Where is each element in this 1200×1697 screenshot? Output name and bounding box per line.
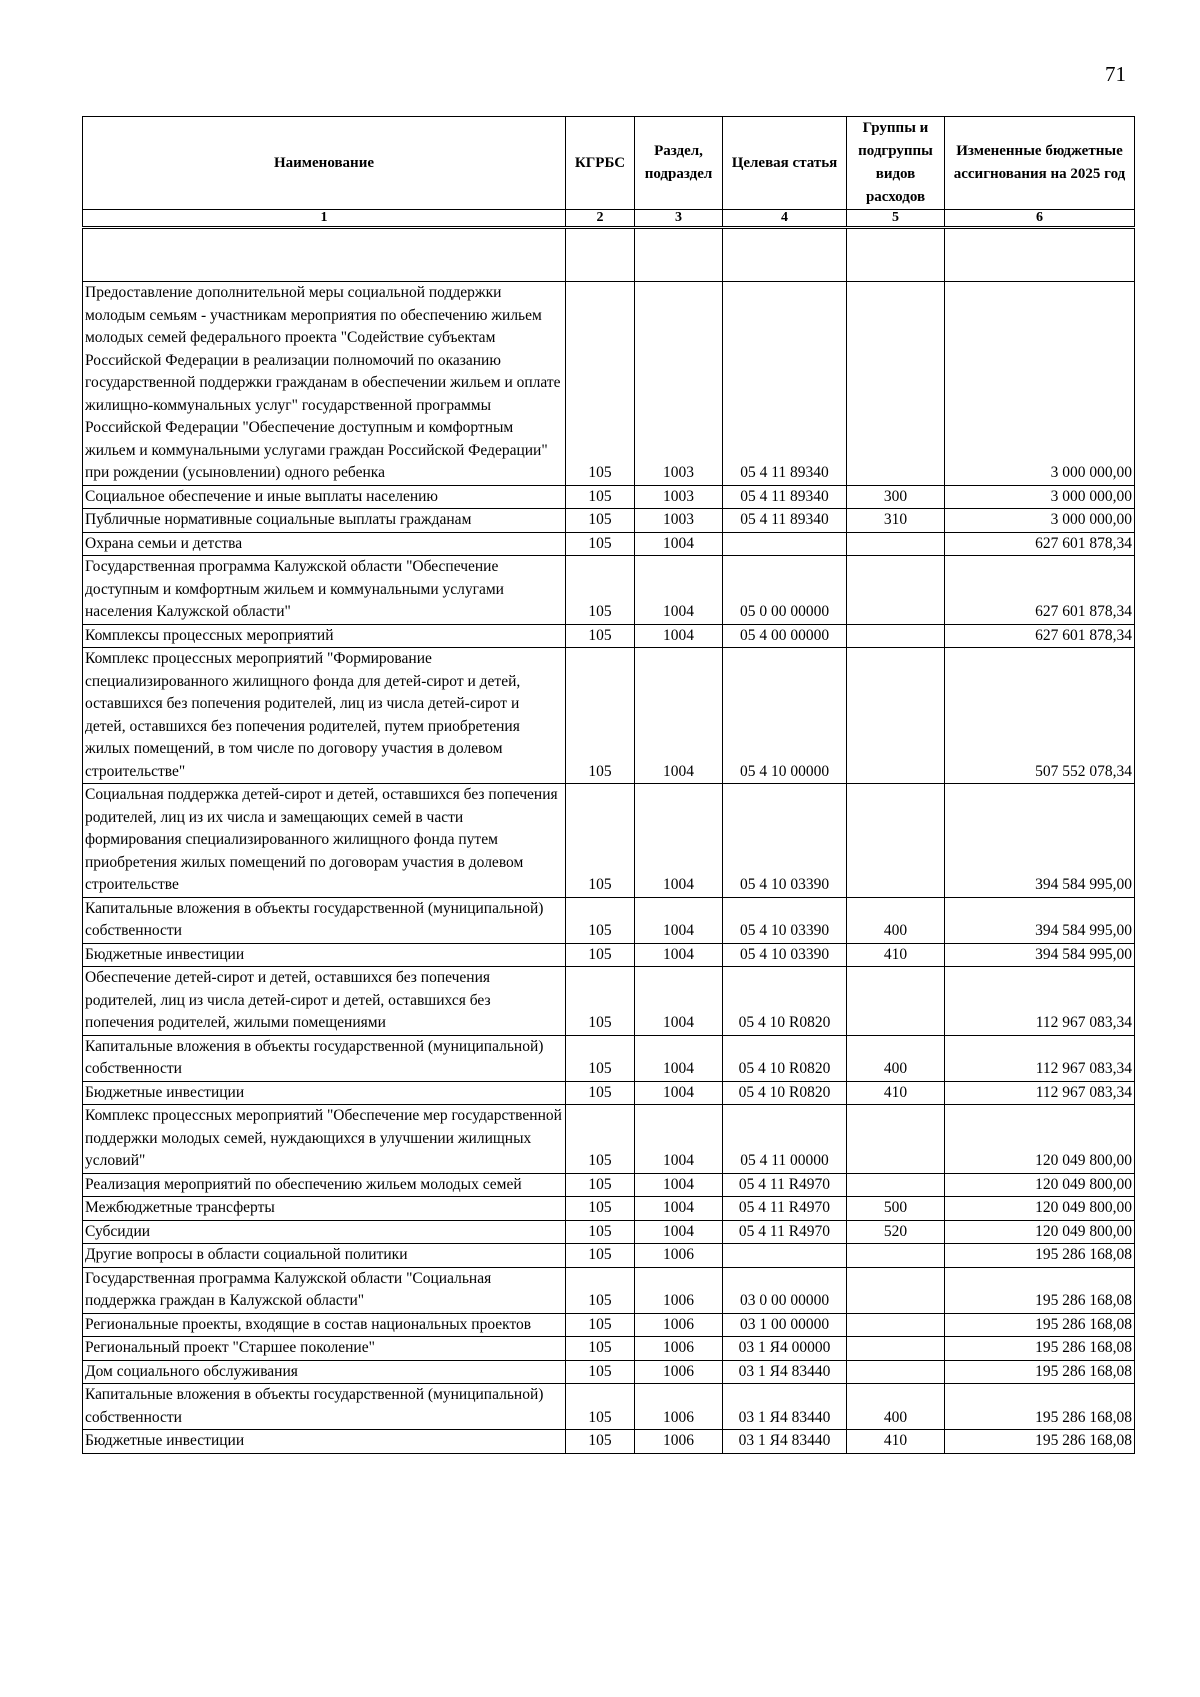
row-amount: 112 967 083,34 <box>945 967 1135 1036</box>
spacer-cell <box>566 228 635 282</box>
row-section: 1006 <box>635 1267 723 1313</box>
row-amount: 120 049 800,00 <box>945 1105 1135 1174</box>
row-section: 1004 <box>635 967 723 1036</box>
row-amount: 195 286 168,08 <box>945 1337 1135 1361</box>
row-section: 1006 <box>635 1384 723 1430</box>
row-section: 1006 <box>635 1244 723 1268</box>
row-section: 1004 <box>635 943 723 967</box>
header-name: Наименование <box>83 117 566 210</box>
row-name: Межбюджетные трансферты <box>83 1197 566 1221</box>
row-section: 1004 <box>635 1197 723 1221</box>
table-row <box>83 1430 1135 1454</box>
row-kgrbs: 105 <box>566 1220 635 1244</box>
row-target: 05 4 11 89340 <box>723 282 847 486</box>
row-group <box>847 1313 945 1337</box>
row-amount: 120 049 800,00 <box>945 1220 1135 1244</box>
table-row <box>83 1313 1135 1337</box>
row-section: 1004 <box>635 624 723 648</box>
row-kgrbs: 105 <box>566 624 635 648</box>
row-target: 03 1 Я4 83440 <box>723 1384 847 1430</box>
row-target: 03 1 00 00000 <box>723 1313 847 1337</box>
row-name: Социальное обеспечение и иные выплаты населению <box>83 485 566 509</box>
row-section: 1004 <box>635 648 723 784</box>
row-section: 1004 <box>635 1173 723 1197</box>
row-amount: 627 601 878,34 <box>945 556 1135 625</box>
row-group: 400 <box>847 897 945 943</box>
table-row <box>83 648 1135 784</box>
row-section: 1003 <box>635 485 723 509</box>
table-row <box>83 1337 1135 1361</box>
row-kgrbs: 105 <box>566 1081 635 1105</box>
header-kgrbs: КГРБС <box>566 117 635 210</box>
row-group <box>847 1360 945 1384</box>
row-target: 05 4 11 00000 <box>723 1105 847 1174</box>
spacer-row <box>83 228 1135 282</box>
row-target: 05 0 00 00000 <box>723 556 847 625</box>
row-amount: 394 584 995,00 <box>945 784 1135 898</box>
row-amount: 195 286 168,08 <box>945 1313 1135 1337</box>
row-section: 1003 <box>635 282 723 486</box>
table-row <box>83 1267 1135 1313</box>
spacer-cell <box>723 228 847 282</box>
table-row <box>83 1220 1135 1244</box>
row-amount: 627 601 878,34 <box>945 624 1135 648</box>
row-section: 1004 <box>635 897 723 943</box>
row-kgrbs: 105 <box>566 784 635 898</box>
row-group <box>847 556 945 625</box>
row-name: Комплекс процессных мероприятий "Обеспечение мер государственной поддержки молодых семей, нуждающихся в улучшении жилищных условий" <box>83 1105 566 1174</box>
row-group <box>847 1173 945 1197</box>
row-kgrbs: 105 <box>566 556 635 625</box>
table-row <box>83 624 1135 648</box>
row-section: 1003 <box>635 509 723 533</box>
row-kgrbs: 105 <box>566 967 635 1036</box>
row-group: 410 <box>847 943 945 967</box>
row-name: Бюджетные инвестиции <box>83 1430 566 1454</box>
table-row <box>83 1105 1135 1174</box>
row-amount: 195 286 168,08 <box>945 1430 1135 1454</box>
row-kgrbs: 105 <box>566 1313 635 1337</box>
row-amount: 195 286 168,08 <box>945 1267 1135 1313</box>
table-header-row <box>83 117 1135 210</box>
table-row <box>83 1197 1135 1221</box>
row-section: 1004 <box>635 556 723 625</box>
row-group <box>847 1105 945 1174</box>
row-target: 05 4 11 R4970 <box>723 1220 847 1244</box>
row-group <box>847 967 945 1036</box>
page-number: 71 <box>1105 62 1126 86</box>
row-kgrbs: 105 <box>566 1105 635 1174</box>
row-group <box>847 282 945 486</box>
row-kgrbs: 105 <box>566 1430 635 1454</box>
row-name: Социальная поддержка детей-сирот и детей, оставшихся без попечения родителей, лиц из их числа и замещающих семей в части формирования специализированного жилищного фонда путем приобретения жилых помещений по договорам участия в долевом строительстве <box>83 784 566 898</box>
row-amount: 3 000 000,00 <box>945 485 1135 509</box>
row-name: Предоставление дополнительной меры социальной поддержки молодым семьям - участникам мероприятия по обеспечению жильем молодых семей федерального проекта "Содействие субъектам Российской Федерации в реализации полномочий по оказанию государственной поддержки гражданам в обеспечении жильем и оплате жилищно-коммунальных услуг" государственной программы Российской Федерации "Обеспечение доступным и комфортным жильем и коммунальными услугами граждан Российской Федерации" при рождении (усыновлении) одного ребенка <box>83 282 566 486</box>
row-kgrbs: 105 <box>566 1384 635 1430</box>
row-section: 1006 <box>635 1313 723 1337</box>
row-section: 1006 <box>635 1337 723 1361</box>
row-target: 03 1 Я4 83440 <box>723 1360 847 1384</box>
row-group: 300 <box>847 485 945 509</box>
row-amount: 394 584 995,00 <box>945 897 1135 943</box>
row-amount: 627 601 878,34 <box>945 532 1135 556</box>
row-kgrbs: 105 <box>566 648 635 784</box>
row-kgrbs: 105 <box>566 485 635 509</box>
row-group: 520 <box>847 1220 945 1244</box>
index-cell: 1 <box>83 210 566 228</box>
row-name: Комплексы процессных мероприятий <box>83 624 566 648</box>
row-name: Бюджетные инвестиции <box>83 1081 566 1105</box>
table-row <box>83 784 1135 898</box>
row-name: Государственная программа Калужской области "Социальная поддержка граждан в Калужской области" <box>83 1267 566 1313</box>
row-name: Комплекс процессных мероприятий "Формирование специализированного жилищного фонда для детей-сирот и детей, оставшихся без попечения родителей, лиц из числа детей-сирот и детей, оставшихся без попечения родителей, путем приобретения жилых помещений, в том числе по договору участия в долевом строительстве" <box>83 648 566 784</box>
row-target: 05 4 00 00000 <box>723 624 847 648</box>
row-amount: 112 967 083,34 <box>945 1035 1135 1081</box>
row-amount: 112 967 083,34 <box>945 1081 1135 1105</box>
header-groups: Группы и подгруппы видов расходов <box>847 117 945 210</box>
spacer-cell <box>635 228 723 282</box>
table-row <box>83 1244 1135 1268</box>
row-kgrbs: 105 <box>566 1267 635 1313</box>
row-kgrbs: 105 <box>566 943 635 967</box>
row-target: 05 4 10 03390 <box>723 784 847 898</box>
row-amount: 195 286 168,08 <box>945 1360 1135 1384</box>
table-row <box>83 897 1135 943</box>
row-target: 05 4 10 00000 <box>723 648 847 784</box>
budget-table <box>82 116 1135 1454</box>
row-amount: 195 286 168,08 <box>945 1244 1135 1268</box>
row-group: 410 <box>847 1081 945 1105</box>
table-row <box>83 556 1135 625</box>
row-group: 500 <box>847 1197 945 1221</box>
row-name: Региональный проект "Старшее поколение" <box>83 1337 566 1361</box>
row-section: 1004 <box>635 532 723 556</box>
row-group <box>847 1267 945 1313</box>
index-cell: 6 <box>945 210 1135 228</box>
index-cell: 5 <box>847 210 945 228</box>
row-name: Государственная программа Калужской области "Обеспечение доступным и комфортным жильем и коммунальными услугами населения Калужской области" <box>83 556 566 625</box>
row-amount: 394 584 995,00 <box>945 943 1135 967</box>
row-group <box>847 648 945 784</box>
row-kgrbs: 105 <box>566 897 635 943</box>
table-row <box>83 943 1135 967</box>
row-kgrbs: 105 <box>566 1360 635 1384</box>
spacer-cell <box>945 228 1135 282</box>
row-kgrbs: 105 <box>566 1197 635 1221</box>
row-group <box>847 532 945 556</box>
row-section: 1006 <box>635 1430 723 1454</box>
row-name: Охрана семьи и детства <box>83 532 566 556</box>
row-name: Капитальные вложения в объекты государственной (муниципальной) собственности <box>83 1384 566 1430</box>
index-cell: 3 <box>635 210 723 228</box>
row-name: Региональные проекты, входящие в состав национальных проектов <box>83 1313 566 1337</box>
table-index-row <box>83 210 1135 228</box>
row-section: 1006 <box>635 1360 723 1384</box>
row-name: Капитальные вложения в объекты государственной (муниципальной) собственности <box>83 897 566 943</box>
spacer-cell <box>847 228 945 282</box>
row-kgrbs: 105 <box>566 509 635 533</box>
row-kgrbs: 105 <box>566 532 635 556</box>
row-name: Другие вопросы в области социальной политики <box>83 1244 566 1268</box>
header-target: Целевая статья <box>723 117 847 210</box>
row-target: 05 4 11 R4970 <box>723 1197 847 1221</box>
row-amount: 195 286 168,08 <box>945 1384 1135 1430</box>
row-section: 1004 <box>635 1220 723 1244</box>
row-name: Капитальные вложения в объекты государственной (муниципальной) собственности <box>83 1035 566 1081</box>
row-group: 310 <box>847 509 945 533</box>
index-cell: 2 <box>566 210 635 228</box>
row-target: 05 4 10 03390 <box>723 943 847 967</box>
row-name: Субсидии <box>83 1220 566 1244</box>
table-row <box>83 1081 1135 1105</box>
row-group: 410 <box>847 1430 945 1454</box>
row-group: 400 <box>847 1384 945 1430</box>
row-group: 400 <box>847 1035 945 1081</box>
table-row <box>83 967 1135 1036</box>
index-cell: 4 <box>723 210 847 228</box>
row-group <box>847 1337 945 1361</box>
row-amount: 3 000 000,00 <box>945 282 1135 486</box>
row-target: 03 1 Я4 00000 <box>723 1337 847 1361</box>
table-row <box>83 1384 1135 1430</box>
row-target: 05 4 10 R0820 <box>723 1081 847 1105</box>
header-amount: Измененные бюджетные ассигнования на 2025 год <box>945 117 1135 210</box>
row-amount: 120 049 800,00 <box>945 1197 1135 1221</box>
row-amount: 507 552 078,34 <box>945 648 1135 784</box>
row-kgrbs: 105 <box>566 1035 635 1081</box>
table-row <box>83 532 1135 556</box>
row-target <box>723 1244 847 1268</box>
row-kgrbs: 105 <box>566 1173 635 1197</box>
row-target: 03 0 00 00000 <box>723 1267 847 1313</box>
row-target: 03 1 Я4 83440 <box>723 1430 847 1454</box>
row-group <box>847 1244 945 1268</box>
row-kgrbs: 105 <box>566 1244 635 1268</box>
table-row <box>83 1035 1135 1081</box>
row-kgrbs: 105 <box>566 1337 635 1361</box>
row-section: 1004 <box>635 1081 723 1105</box>
table-row <box>83 282 1135 486</box>
row-group <box>847 784 945 898</box>
row-target: 05 4 10 R0820 <box>723 967 847 1036</box>
row-name: Публичные нормативные социальные выплаты гражданам <box>83 509 566 533</box>
row-target: 05 4 10 03390 <box>723 897 847 943</box>
row-kgrbs: 105 <box>566 282 635 486</box>
row-section: 1004 <box>635 1105 723 1174</box>
row-amount: 120 049 800,00 <box>945 1173 1135 1197</box>
table-body <box>83 228 1135 1454</box>
table-row <box>83 1360 1135 1384</box>
table-row <box>83 485 1135 509</box>
row-name: Обеспечение детей-сирот и детей, оставшихся без попечения родителей, лиц из числа детей-сирот и детей, оставшихся без попечения родителей, жилыми помещениями <box>83 967 566 1036</box>
row-name: Реализация мероприятий по обеспечению жильем молодых семей <box>83 1173 566 1197</box>
row-target: 05 4 11 89340 <box>723 485 847 509</box>
row-group <box>847 624 945 648</box>
row-target: 05 4 11 R4970 <box>723 1173 847 1197</box>
row-target: 05 4 11 89340 <box>723 509 847 533</box>
row-name: Бюджетные инвестиции <box>83 943 566 967</box>
table-row <box>83 509 1135 533</box>
spacer-cell <box>83 228 566 282</box>
table-row <box>83 1173 1135 1197</box>
row-section: 1004 <box>635 1035 723 1081</box>
row-section: 1004 <box>635 784 723 898</box>
row-name: Дом социального обслуживания <box>83 1360 566 1384</box>
header-section: Раздел, подраздел <box>635 117 723 210</box>
row-target: 05 4 10 R0820 <box>723 1035 847 1081</box>
row-amount: 3 000 000,00 <box>945 509 1135 533</box>
row-target <box>723 532 847 556</box>
